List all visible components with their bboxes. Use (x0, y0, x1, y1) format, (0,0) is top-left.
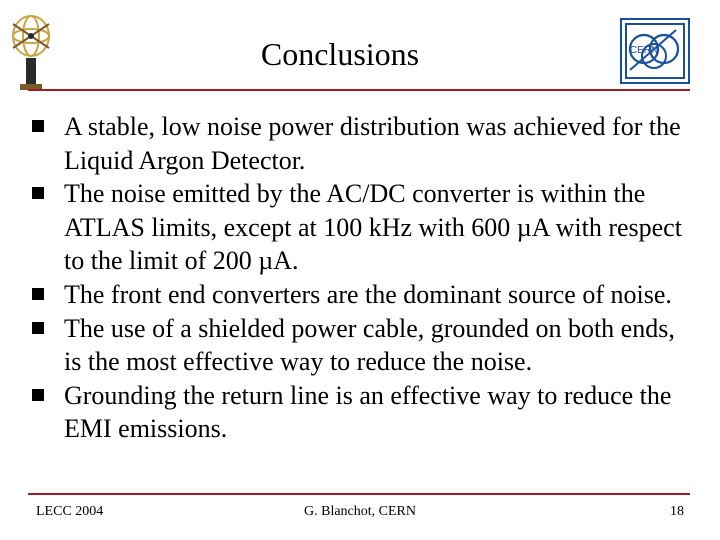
bullet-text: The noise emitted by the AC/DC converter is within the ATLAS limits, except at 100 kHz with 600 µA with respect to the limit of 200 µA. (64, 179, 682, 276)
slide-title: Conclusions (260, 36, 420, 72)
bullet-item (32, 312, 692, 379)
square-bullet-icon (32, 187, 44, 199)
square-bullet-icon (32, 322, 44, 334)
footer-rule (28, 493, 690, 495)
bullet-item (32, 110, 692, 177)
bullet-text: The front end converters are the dominant source of noise. (64, 279, 672, 309)
bullet-item (32, 177, 692, 278)
square-bullet-icon (32, 288, 44, 300)
atlas-logo-icon (8, 8, 54, 94)
bullet-text: Grounding the return line is an effective way to reduce the EMI emissions. (64, 380, 672, 444)
page-number: 18 (670, 504, 684, 519)
bullet-text: A stable, low noise power distribution was achieved for the Liquid Argon Detector. (64, 112, 681, 175)
footer-author: G. Blanchot, CERN (304, 504, 416, 519)
footer-conference: LECC 2004 (36, 504, 104, 519)
cern-logo-text: CERN (629, 45, 659, 56)
header-rule (28, 89, 690, 91)
bullet-item (32, 379, 692, 446)
bullet-item (32, 278, 692, 312)
bullet-list (32, 110, 692, 446)
square-bullet-icon (32, 120, 44, 132)
cern-logo-icon (620, 18, 690, 84)
atlas-logo (8, 8, 54, 94)
square-bullet-icon (32, 389, 44, 401)
bullet-text: The use of a shielded power cable, grounded on both ends, is the most effective way to reduce the noise. (64, 313, 675, 377)
cern-logo (620, 18, 690, 84)
